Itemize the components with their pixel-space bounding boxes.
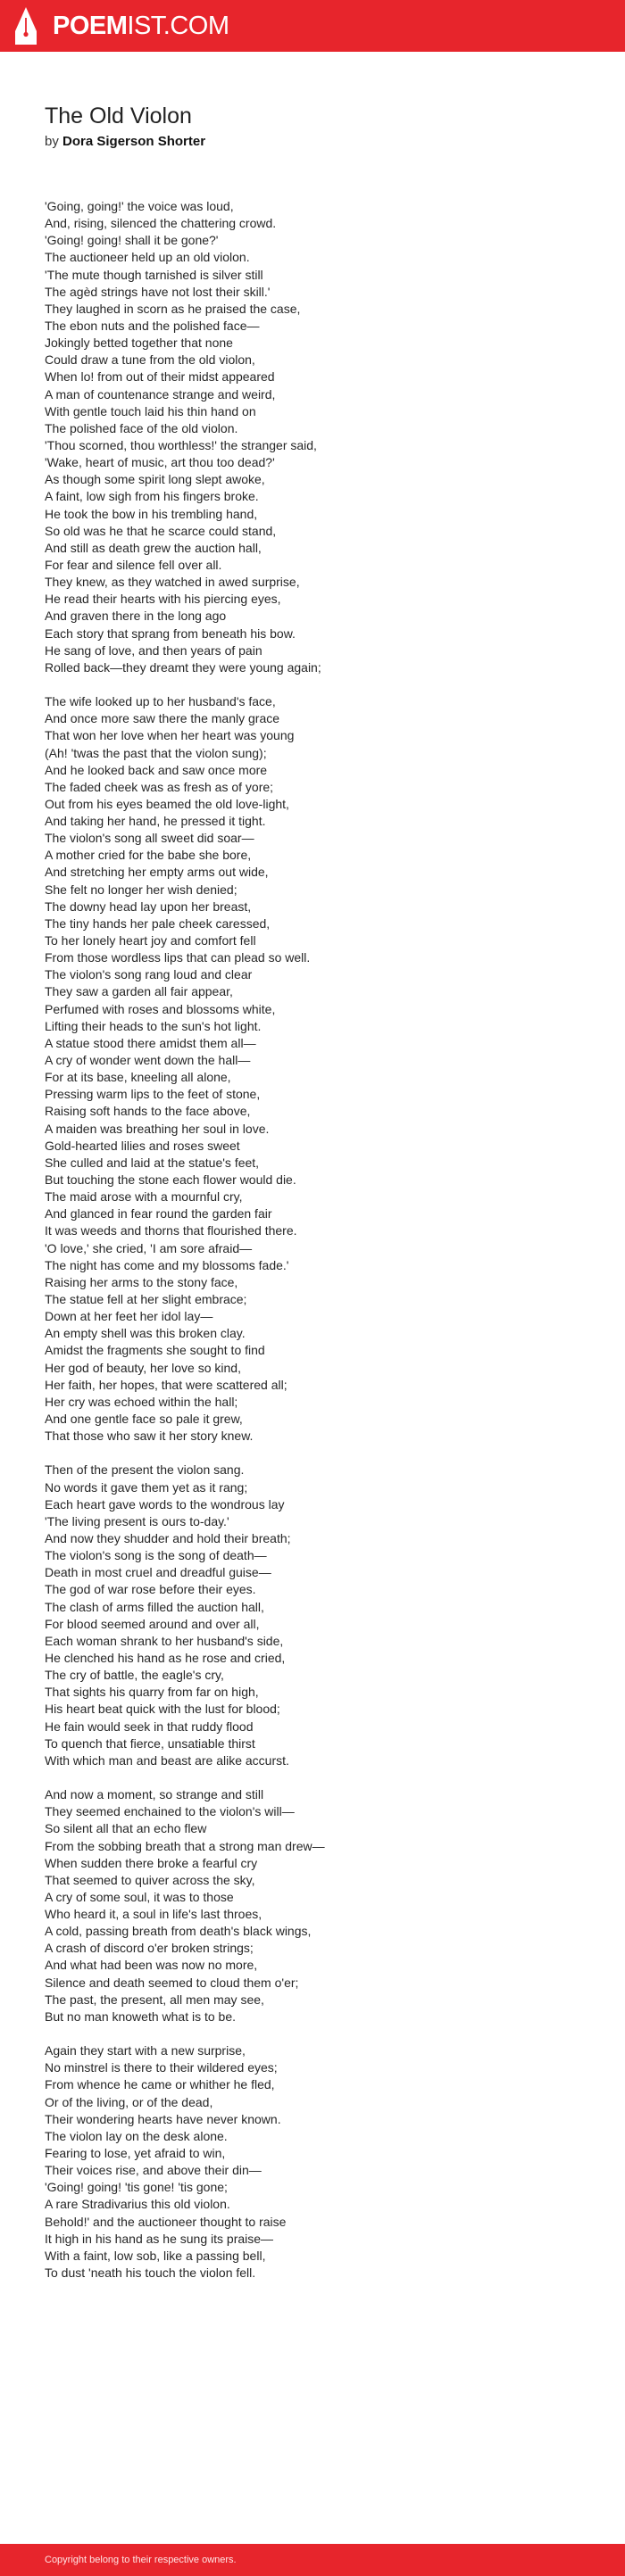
poem-line: 'The living present is ours to-day.' <box>45 1513 229 1528</box>
poem-line: And stretching her empty arms out wide, <box>45 865 269 880</box>
poem-line: For fear and silence fell over all. <box>45 557 222 572</box>
poem-line: For blood seemed around and over all, <box>45 1616 260 1631</box>
brand-bold: POEM <box>53 12 128 40</box>
poem-line: A faint, low sigh from his fingers broke. <box>45 489 259 504</box>
stanza-break <box>45 1445 598 1462</box>
poem-line: The cry of battle, the eagle's cry, <box>45 1668 224 1683</box>
poem-line: It was weeds and thorns that flourished there. <box>45 1223 297 1238</box>
poem-line: Amidst the fragments she sought to find <box>45 1343 265 1358</box>
poem-line: 'Going, going!' the voice was loud, <box>45 199 234 213</box>
poem-line: Her faith, her hopes, that were scattered all; <box>45 1377 288 1392</box>
poem-line: A mother cried for the babe she bore, <box>45 848 252 863</box>
poem-line: The night has come and my blossoms fade.' <box>45 1257 289 1272</box>
poem-line: 'Going! going! shall it be gone?' <box>45 233 219 248</box>
poem-line: Her god of beauty, her love so kind, <box>45 1360 241 1375</box>
poem-line: They seemed enchained to the violon's will— <box>45 1804 295 1819</box>
poem-line: Jokingly betted together that none <box>45 335 233 351</box>
poem-line: The maid arose with a mournful cry, <box>45 1189 243 1205</box>
poem-body <box>45 198 598 2282</box>
poem-line: A cold, passing breath from death's black wings, <box>45 1924 312 1939</box>
poem-line: To quench that fierce, unsatiable thirst <box>45 1735 255 1751</box>
stanza-break <box>45 2025 598 2042</box>
poem-line: The wife looked up to her husband's face, <box>45 694 276 709</box>
poem-line: A rare Stradivarius this old violon. <box>45 2197 230 2212</box>
poem-line: The clash of arms filled the auction hall, <box>45 1599 264 1614</box>
poem-line: They saw a garden all fair appear, <box>45 984 233 999</box>
poem-line: With a faint, low sob, like a passing bell, <box>45 2248 266 2263</box>
poem-line: Raising soft hands to the face above, <box>45 1104 251 1119</box>
stanza <box>45 1786 598 2025</box>
poem-line: He read their hearts with his piercing eyes, <box>45 592 281 607</box>
poem-line: 'Thou scorned, thou worthless!' the stranger said, <box>45 437 317 452</box>
poem-line: 'The mute though tarnished is silver still <box>45 267 263 282</box>
poem-line: The violon's song is the song of death— <box>45 1548 267 1563</box>
poem-line: And graven there in the long ago <box>45 609 227 624</box>
poem-line: Each story that sprang from beneath his bow. <box>45 625 296 641</box>
poem-line: The agèd strings have not lost their skill.' <box>45 284 271 299</box>
brand-light: IST.COM <box>127 12 229 40</box>
poem-line: So silent all that an echo flew <box>45 1821 207 1836</box>
poem-line: Behold!' and the auctioneer thought to raise <box>45 2214 287 2229</box>
poem-line: The violon's song rang loud and clear <box>45 967 253 982</box>
poem-line: That won her love when her heart was young <box>45 728 295 743</box>
poem-line: And still as death grew the auction hall, <box>45 540 262 555</box>
fountain-pen-nib-icon <box>15 7 37 45</box>
site-brand[interactable] <box>53 11 229 41</box>
poem-line: 'O love,' she cried, 'I am sore afraid— <box>45 1240 253 1255</box>
poem-line: The past, the present, all men may see, <box>45 1992 264 2007</box>
poem-line: Each heart gave words to the wondrous lay <box>45 1496 285 1512</box>
poem-line: A crash of discord o'er broken strings; <box>45 1941 254 1956</box>
poem-title: The Old Violon <box>45 104 192 128</box>
poem-line: A cry of some soul, it was to those <box>45 1889 234 1904</box>
poem-line: Could draw a tune from the old violon, <box>45 352 255 368</box>
poem-line: From those wordless lips that can plead so well. <box>45 950 311 965</box>
stanza-break <box>45 676 598 693</box>
poem-line: A cry of wonder went down the hall— <box>45 1053 251 1068</box>
poem-line: They laughed in scorn as he praised the case, <box>45 301 301 316</box>
poem-line: Death in most cruel and dreadful guise— <box>45 1565 271 1580</box>
poem-line: Perfumed with roses and blossoms white, <box>45 1001 276 1016</box>
poem-line: He fain would seek in that ruddy flood <box>45 1719 254 1734</box>
poem-line: When sudden there broke a fearful cry <box>45 1855 258 1870</box>
copyright-notice: Copyright belong to their respective owners. <box>45 2555 237 2565</box>
poem-line: The polished face of the old violon. <box>45 420 238 435</box>
poem-line: To dust 'neath his touch the violon fell. <box>45 2265 256 2281</box>
poem-line: She felt no longer her wish denied; <box>45 882 238 897</box>
author-link[interactable]: Dora Sigerson Shorter <box>62 134 206 149</box>
poem-line: Their voices rise, and above their din— <box>45 2163 262 2178</box>
poem-line: Each woman shrank to her husband's side, <box>45 1633 284 1648</box>
poem-line: Pressing warm lips to the feet of stone, <box>45 1087 261 1102</box>
poem-line: From the sobbing breath that a strong man drew— <box>45 1838 325 1853</box>
poem-line: The faded cheek was as fresh as of yore; <box>45 779 274 794</box>
poem-line: For at its base, kneeling all alone, <box>45 1070 231 1085</box>
poem-line: And one gentle face so pale it grew, <box>45 1411 243 1426</box>
byline <box>45 133 205 151</box>
poem-line: That those who saw it her story knew. <box>45 1429 254 1444</box>
poem-line: A man of countenance strange and weird, <box>45 386 276 402</box>
site-header <box>0 0 625 52</box>
poem-line: When lo! from out of their midst appeared <box>45 369 275 385</box>
poem-line: No minstrel is there to their wildered eyes; <box>45 2060 278 2075</box>
poem-line: To her lonely heart joy and comfort fell <box>45 933 256 948</box>
poem-line: And, rising, silenced the chattering crowd. <box>45 216 277 231</box>
stanza <box>45 198 598 676</box>
poem-line: Gold-hearted lilies and roses sweet <box>45 1138 240 1153</box>
poem-line: That seemed to quiver across the sky, <box>45 1872 255 1887</box>
poem-line: Silence and death seemed to cloud them o'er; <box>45 1975 299 1990</box>
poem-line: His heart beat quick with the lust for blood; <box>45 1702 280 1717</box>
byline-prefix: by <box>45 134 59 149</box>
poem-line: They knew, as they watched in awed surprise, <box>45 575 300 590</box>
poem-line: The violon lay on the desk alone. <box>45 2128 228 2143</box>
poem-line: And taking her hand, he pressed it tight. <box>45 814 266 829</box>
poem-line: So old was he that he scarce could stand, <box>45 523 277 538</box>
poem-line: The violon's song all sweet did soar— <box>45 831 254 846</box>
poem-line: The god of war rose before their eyes. <box>45 1582 256 1597</box>
poem-line: And now they shudder and hold their breath; <box>45 1530 291 1545</box>
poem-line: But no man knoweth what is to be. <box>45 2009 237 2024</box>
poem-line: And now a moment, so strange and still <box>45 1787 264 1802</box>
poem-line: The statue fell at her slight embrace; <box>45 1292 247 1306</box>
stanza <box>45 1462 598 1769</box>
poem-line: (Ah! 'twas the past that the violon sung); <box>45 745 267 760</box>
poem-line: The tiny hands her pale cheek caressed, <box>45 915 271 931</box>
poem-line: And once more saw there the manly grace <box>45 711 280 726</box>
poem-line: Her cry was echoed within the hall; <box>45 1394 238 1409</box>
poem-line: Who heard it, a soul in life's last throes, <box>45 1907 262 1922</box>
poem-line: Then of the present the violon sang. <box>45 1462 245 1478</box>
poem-line: An empty shell was this broken clay. <box>45 1326 246 1341</box>
poem-line: Raising her arms to the stony face, <box>45 1274 238 1289</box>
poem-line: 'Going! going! 'tis gone! 'tis gone; <box>45 2180 228 2195</box>
poem-line: She culled and laid at the statue's feet, <box>45 1155 260 1170</box>
poem-line: And glanced in fear round the garden fair <box>45 1206 272 1222</box>
poem-line: But touching the stone each flower would die. <box>45 1172 296 1188</box>
poem-line: With which man and beast are alike accurst. <box>45 1752 289 1768</box>
site-footer <box>0 2544 625 2576</box>
poem-line: Down at her feet her idol lay— <box>45 1309 213 1324</box>
poem-line: 'Wake, heart of music, art thou too dead?' <box>45 455 275 470</box>
stanza <box>45 2042 598 2282</box>
poem-line: The auctioneer held up an old violon. <box>45 250 250 265</box>
poem-line: He sang of love, and then years of pain <box>45 642 262 658</box>
poem-line: The downy head lay upon her breast, <box>45 899 252 914</box>
poem-line: He clenched his hand as he rose and cried, <box>45 1650 286 1665</box>
poem-line: With gentle touch laid his thin hand on <box>45 403 256 418</box>
poem-line: Rolled back—they dreamt they were young again; <box>45 659 321 675</box>
poem-line: No words it gave them yet as it rang; <box>45 1479 248 1495</box>
poem-line: As though some spirit long slept awoke, <box>45 472 265 487</box>
poem-line: Again they start with a new surprise, <box>45 2043 246 2058</box>
poem-line: A statue stood there amidst them all— <box>45 1035 256 1050</box>
poem-line: Lifting their heads to the sun's hot light. <box>45 1018 262 1033</box>
poem-line: And what had been was now no more, <box>45 1958 258 1973</box>
poem-line: A maiden was breathing her soul in love. <box>45 1121 270 1136</box>
poem-line: The ebon nuts and the polished face— <box>45 318 260 333</box>
stanza <box>45 693 598 1445</box>
poem-line: Out from his eyes beamed the old love-light, <box>45 796 289 811</box>
poem-line: Or of the living, or of the dead, <box>45 2094 213 2109</box>
poem-line: And he looked back and saw once more <box>45 762 268 777</box>
poem-line: It high in his hand as he sung its praise— <box>45 2231 274 2246</box>
poem-line: He took the bow in his trembling hand, <box>45 506 258 521</box>
poem-line: From whence he came or whither he fled, <box>45 2077 275 2092</box>
stanza-break <box>45 1769 598 1786</box>
poem-line: Their wondering hearts have never known. <box>45 2111 281 2126</box>
poem-line: Fearing to lose, yet afraid to win, <box>45 2146 226 2161</box>
poem-line: That sights his quarry from far on high, <box>45 1685 259 1700</box>
